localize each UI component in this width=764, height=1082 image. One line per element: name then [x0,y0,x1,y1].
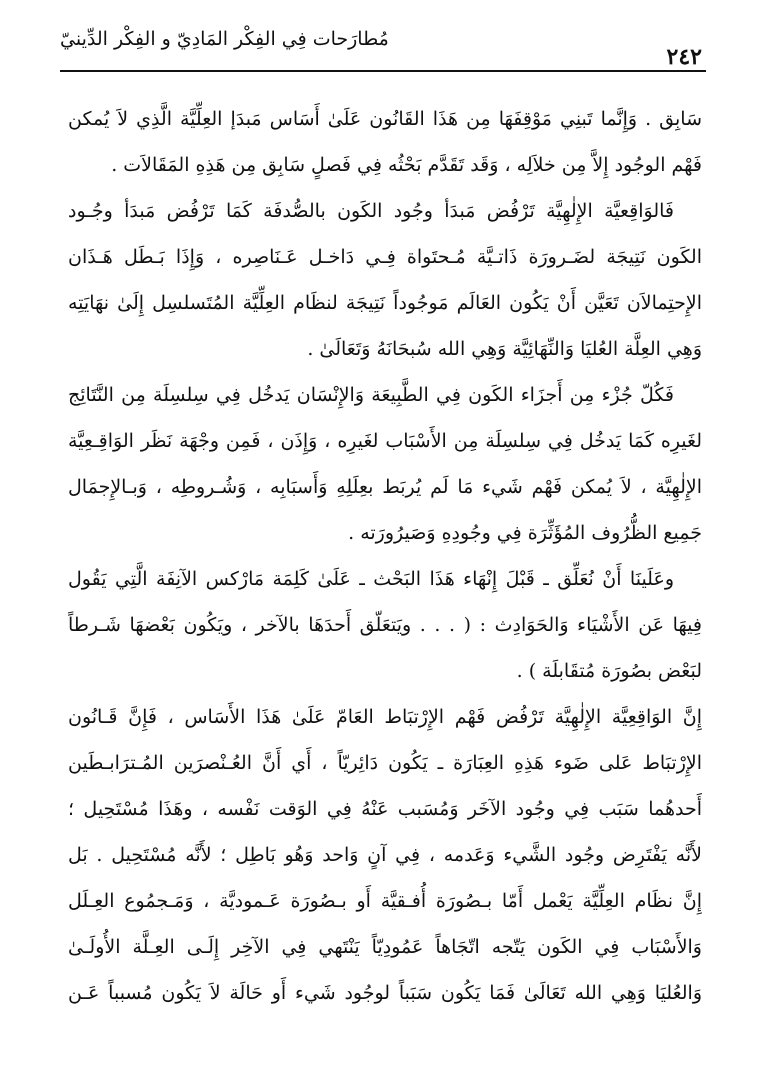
text-line: فَهْم الوجُود إِلاَّ مِن خلاَلِه ، وَقَد تَقَدَّم بَحْثُه فِي فَصلٍ سَابِق مِن هَذِهِ المَقَالاَت . [111,154,702,176]
text-line: لأَنَّه يَفْتَرِض وجُود الشَّيء وَعَدمه ، فِي آنٍ وَاحد وَهُو بَاطِل ؛ لأَنَّه مُسْتَحِيل . بَل [68,844,702,866]
text-line: لغَيرِه كَمَا يَدخُل فِي سِلسِلَة مِن الأَسْبَاب لغَيرِه ، وَإِذَن ، فَمِن وجْهَة نَظَر الوَاقِـعِيَّة [68,430,702,452]
header-rule [60,70,706,72]
text-line: فَكُلّ جُزْء مِن أَجزَاء الكَون فِي الطَّبِيعَة وَالإِنْسَان يَدخُل فِي سِلسِلَة مِن النَّتَائِج [68,384,674,406]
text-line: الكَون نَتِيجَة لضَـرورَة ذَاتـيَّة مُـحتَواة فِـي دَاخـل عَـنَاصِره ، وَإِذَا بَـطَل هَـذَان [68,246,702,268]
text-line: الإِحتِمالاَن تَعَيَّن أَنْ يَكُون العَالَم مَوجُوداً نَتِيجَة لنظَام العِلِّيَّة المُتَسلسِل إِلَىٰ نهَايَتِه [68,292,702,314]
text-line: لبَعْض بصُورَة مُتقَابلَة ) . [516,660,702,682]
text-line: الإِلٰهِيَّة ، لاَ يُمكن فَهْم شَيء مَا لَم يُربَط بعِلَلِهِ وَأَسبَابِه ، وَشُـروطِه ، وَبـالإِجمَال [68,476,702,498]
text-line: جَمِيع الظُّرُوف المُؤَثِّرَة فِي وجُودِهِ وَصَيرُورَته . [348,522,702,544]
body-text [68,96,702,1016]
text-line: فِيهَا عَن الأَشْيَاء وَالحَوَادِث : ( . . . ويَتعَلّق أَحدَهَا بالآخر ، ويَكُون بَعْضهَا شَـرطاً [68,614,702,636]
running-title: مُطارَحات فِي الفِكْر المَادِيّ و الفِكْر الدِّينيّ [60,28,389,50]
text-line: وَالأَسْبَاب فِي الكَون يَتّجه اتّجَاهاً عَمُودِيّاً يَنْتَهي فِي الآخِر إِلَـى العِـلَّة الأُولَـىٰ [68,936,702,958]
page-number: ٢٤٢ [666,44,702,70]
text-line: وَالعُليَا وَهِي الله تَعَالَىٰ فَمَا يَكُون سَبَباً لوجُود شَيء أَو حَالَة لاَ يَكُون مُسبباً عَـن [68,982,702,1004]
page-header [60,20,706,76]
text-line: سَابِق . وَإِنَّما تَبنِي مَوْقِفَهَا مِن هَذَا القَانُون عَلَىٰ أَسَاس مَبدَإ العِلِّيَّة الَّذِي لاَ يُمكن [68,108,702,130]
text-line: وَهِي العِلَّة العُليَا وَالنِّهَائِيَّة وَهِي الله سُبحَانَهُ وَتَعَالَىٰ . [307,338,702,360]
text-line: وعَلَينَا أَنْ نُعَلِّق ـ قَبْلَ إِنْهَاء هَذَا البَحْث ـ عَلَىٰ كَلِمَة مَارْكس الآنِفَة الَّتِي يَقُول [68,568,674,590]
text-line: فَالوَاقِعيَّة الإِلٰهِيَّة تَرْفُض مَبدَأ وجُود الكَون بالصُّدفَة كَمَا تَرْفُض مَبدَأ وجُـود [68,200,674,222]
text-line: الإِرْتبَاط عَلى ضَوء هَذِهِ العِبَارَة ـ يَكُون دَائِريّاً ، أَي أَنَّ العُـنْصرَين المُـترَابـطَين [68,752,702,774]
text-line: إِنَّ نظَام العِلِّيَّة يَعْمل أَمّا بـصُورَة أُفـقيَّة أَو بـصُورَة عَـموديَّة ، وَمَـجمُوع العِـلَل [68,890,702,912]
text-line: إِنَّ الوَاقِعِيَّة الإِلٰهِيَّة تَرْفُض فَهْم الإِرْتبَاط العَامّ عَلَىٰ هَذَا الأَسَاس ، فَإِنَّ قَـانُون [68,706,702,728]
text-line: أَحدهُما سَبَب فِي وجُود الآخَر وَمُسَبب عَنْهُ فِي الوَقت نَفْسه ، وهَذَا مُسْتَحِيل ؛ [68,798,702,820]
